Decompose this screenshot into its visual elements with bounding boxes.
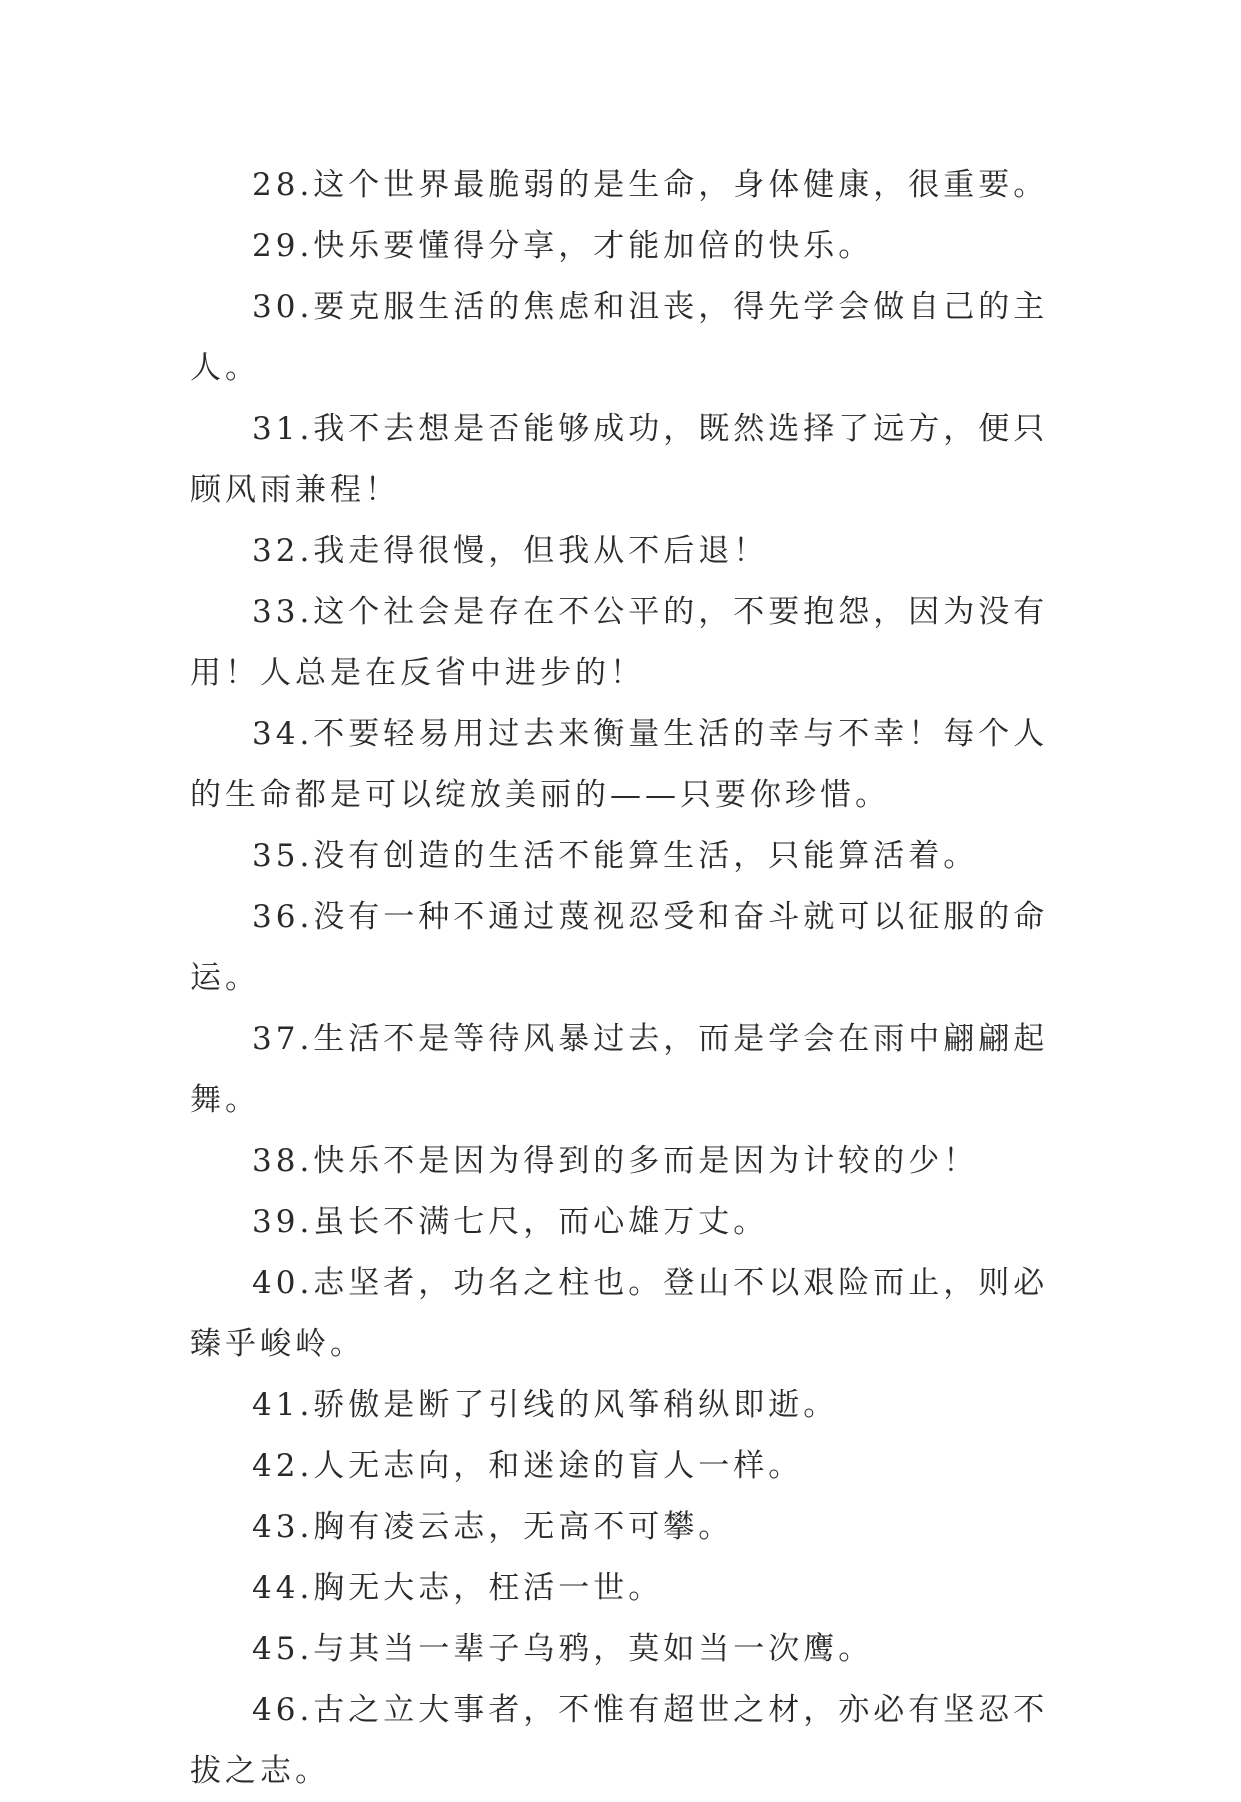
quote-29: 29.快乐要懂得分享，才能加倍的快乐。 <box>252 228 874 264</box>
quote-46: 46.古之立大事者，不惟有超世之材，亦必有坚忍不拔之志。 <box>190 1692 1049 1789</box>
quote-30: 30.要克服生活的焦虑和沮丧，得先学会做自己的主人。 <box>190 289 1049 386</box>
quote-41: 41.骄傲是断了引线的风筝稍纵即逝。 <box>252 1387 839 1423</box>
quote-43: 43.胸有凌云志，无高不可攀。 <box>252 1509 734 1545</box>
quote-40: 40.志坚者，功名之柱也。登山不以艰险而止，则必臻乎峻岭。 <box>190 1265 1049 1362</box>
quote-list <box>190 155 1070 1802</box>
quote-38: 38.快乐不是因为得到的多而是因为计较的少！ <box>252 1143 979 1179</box>
quote-32: 32.我走得很慢，但我从不后退！ <box>252 533 769 569</box>
quote-42: 42.人无志向，和迷途的盲人一样。 <box>252 1448 804 1484</box>
quote-34: 34.不要轻易用过去来衡量生活的幸与不幸！每个人的生命都是可以绽放美丽的——只要你珍惜。 <box>190 716 1049 813</box>
quote-44: 44.胸无大志，枉活一世。 <box>252 1570 664 1606</box>
quote-36: 36.没有一种不通过蔑视忍受和奋斗就可以征服的命运。 <box>190 899 1049 996</box>
quote-37: 37.生活不是等待风暴过去，而是学会在雨中翩翩起舞。 <box>190 1021 1049 1118</box>
quote-35: 35.没有创造的生活不能算生活，只能算活着。 <box>252 838 979 874</box>
quote-39: 39.虽长不满七尺，而心雄万丈。 <box>252 1204 769 1240</box>
quote-33: 33.这个社会是存在不公平的，不要抱怨，因为没有用！人总是在反省中进步的！ <box>190 594 1049 691</box>
quote-28: 28.这个世界最脆弱的是生命，身体健康，很重要。 <box>252 167 1049 203</box>
quote-45: 45.与其当一辈子乌鸦，莫如当一次鹰。 <box>252 1631 874 1667</box>
quote-31: 31.我不去想是否能够成功，既然选择了远方，便只顾风雨兼程！ <box>190 411 1049 508</box>
